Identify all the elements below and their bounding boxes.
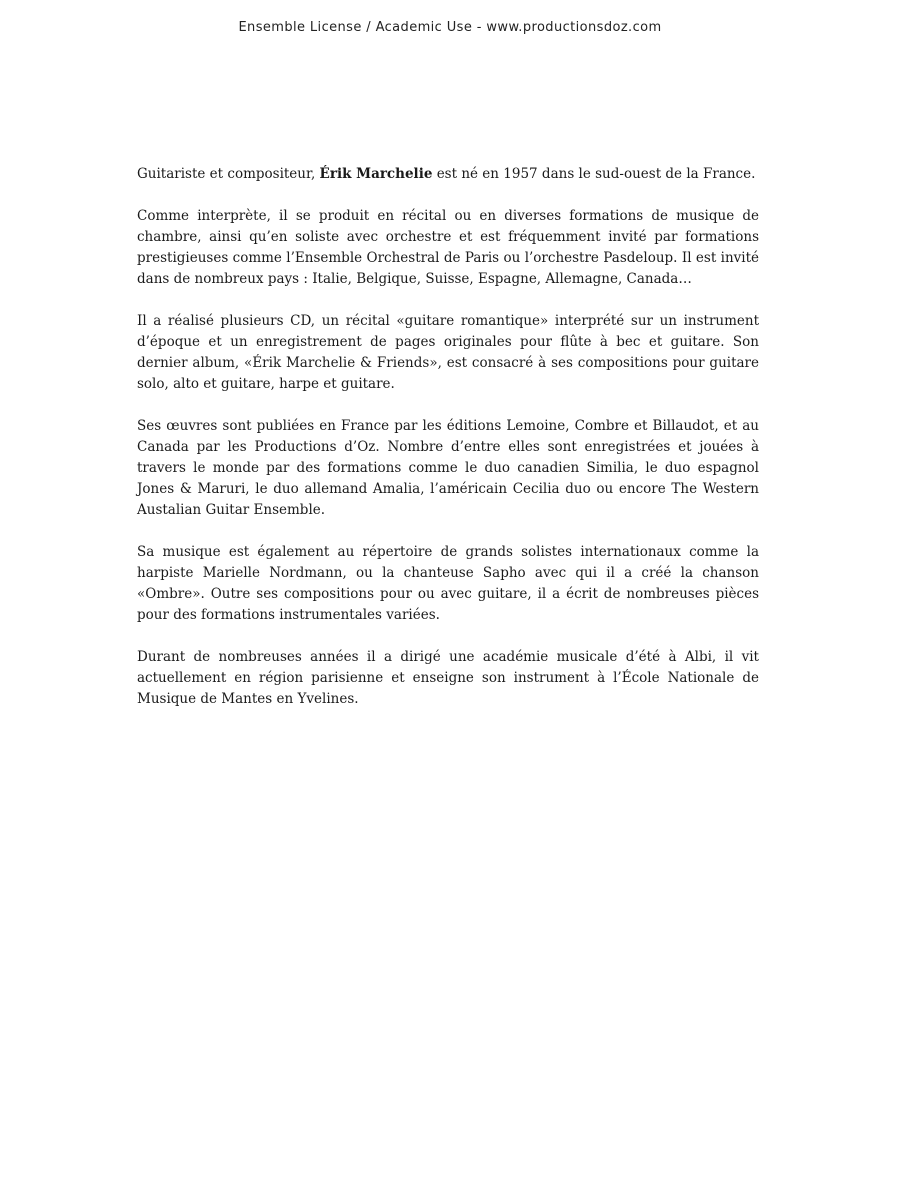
bio-paragraph-5: Sa musique est également au répertoire de grands solistes internationaux comme la harpiste Marielle Nordmann, ou la chanteuse Sapho avec qui il a créé la chanson «Ombre». Outre ses compositions pour ou avec guitare, il a écrit de nombreuses pièces pour des formations instrumentales variées. (137, 544, 759, 623)
bio-paragraph-1 (137, 164, 759, 185)
bio-paragraph-2: Comme interprète, il se produit en récital ou en diverses formations de musique de chambre, ainsi qu’en soliste avec orchestre et est fréquemment invité par formations prestigieuses comme l’Ensemble Orchestral de Paris ou l’orchestre Pasdeloup. Il est invité dans de nombreux pays : Italie, Belgique, Suisse, Espagne, Allemagne, Canada… (137, 208, 759, 287)
composer-name: Érik Marchelie (319, 166, 433, 182)
bio-paragraph-3: Il a réalisé plusieurs CD, un récital «guitare romantique» interprété sur un instrument d’époque et un enregistrement de pages originales pour flûte à bec et guitare. Son dernier album, «Érik Marchelie & Friends», est consacré à ses compositions pour guitare solo, alto et guitare, harpe et guitare. (137, 313, 759, 392)
bio-intro-rest: est né en 1957 dans le sud-ouest de la France. (432, 166, 756, 182)
bio-paragraph-4: Ses œuvres sont publiées en France par les éditions Lemoine, Combre et Billaudot, et au Canada par les Productions d’Oz. Nombre d’entre elles sont enregistrées et jouées à travers le monde par des formations comme le duo canadien Similia, le duo espagnol Jones & Maruri, le duo allemand Amalia, l’américain Cecilia duo ou encore The Western Austalian Guitar Ensemble. (137, 418, 759, 518)
bio-intro-text: Guitariste et compositeur, (137, 166, 320, 182)
license-header: Ensemble License / Academic Use - www.productionsdoz.com (238, 20, 662, 35)
bio-paragraph-6: Durant de nombreuses années il a dirigé une académie musicale d’été à Albi, il vit actuellement en région parisienne et enseigne son instrument à l’École Nationale de Musique de Mantes en Yvelines. (137, 649, 759, 707)
biography (137, 164, 759, 731)
